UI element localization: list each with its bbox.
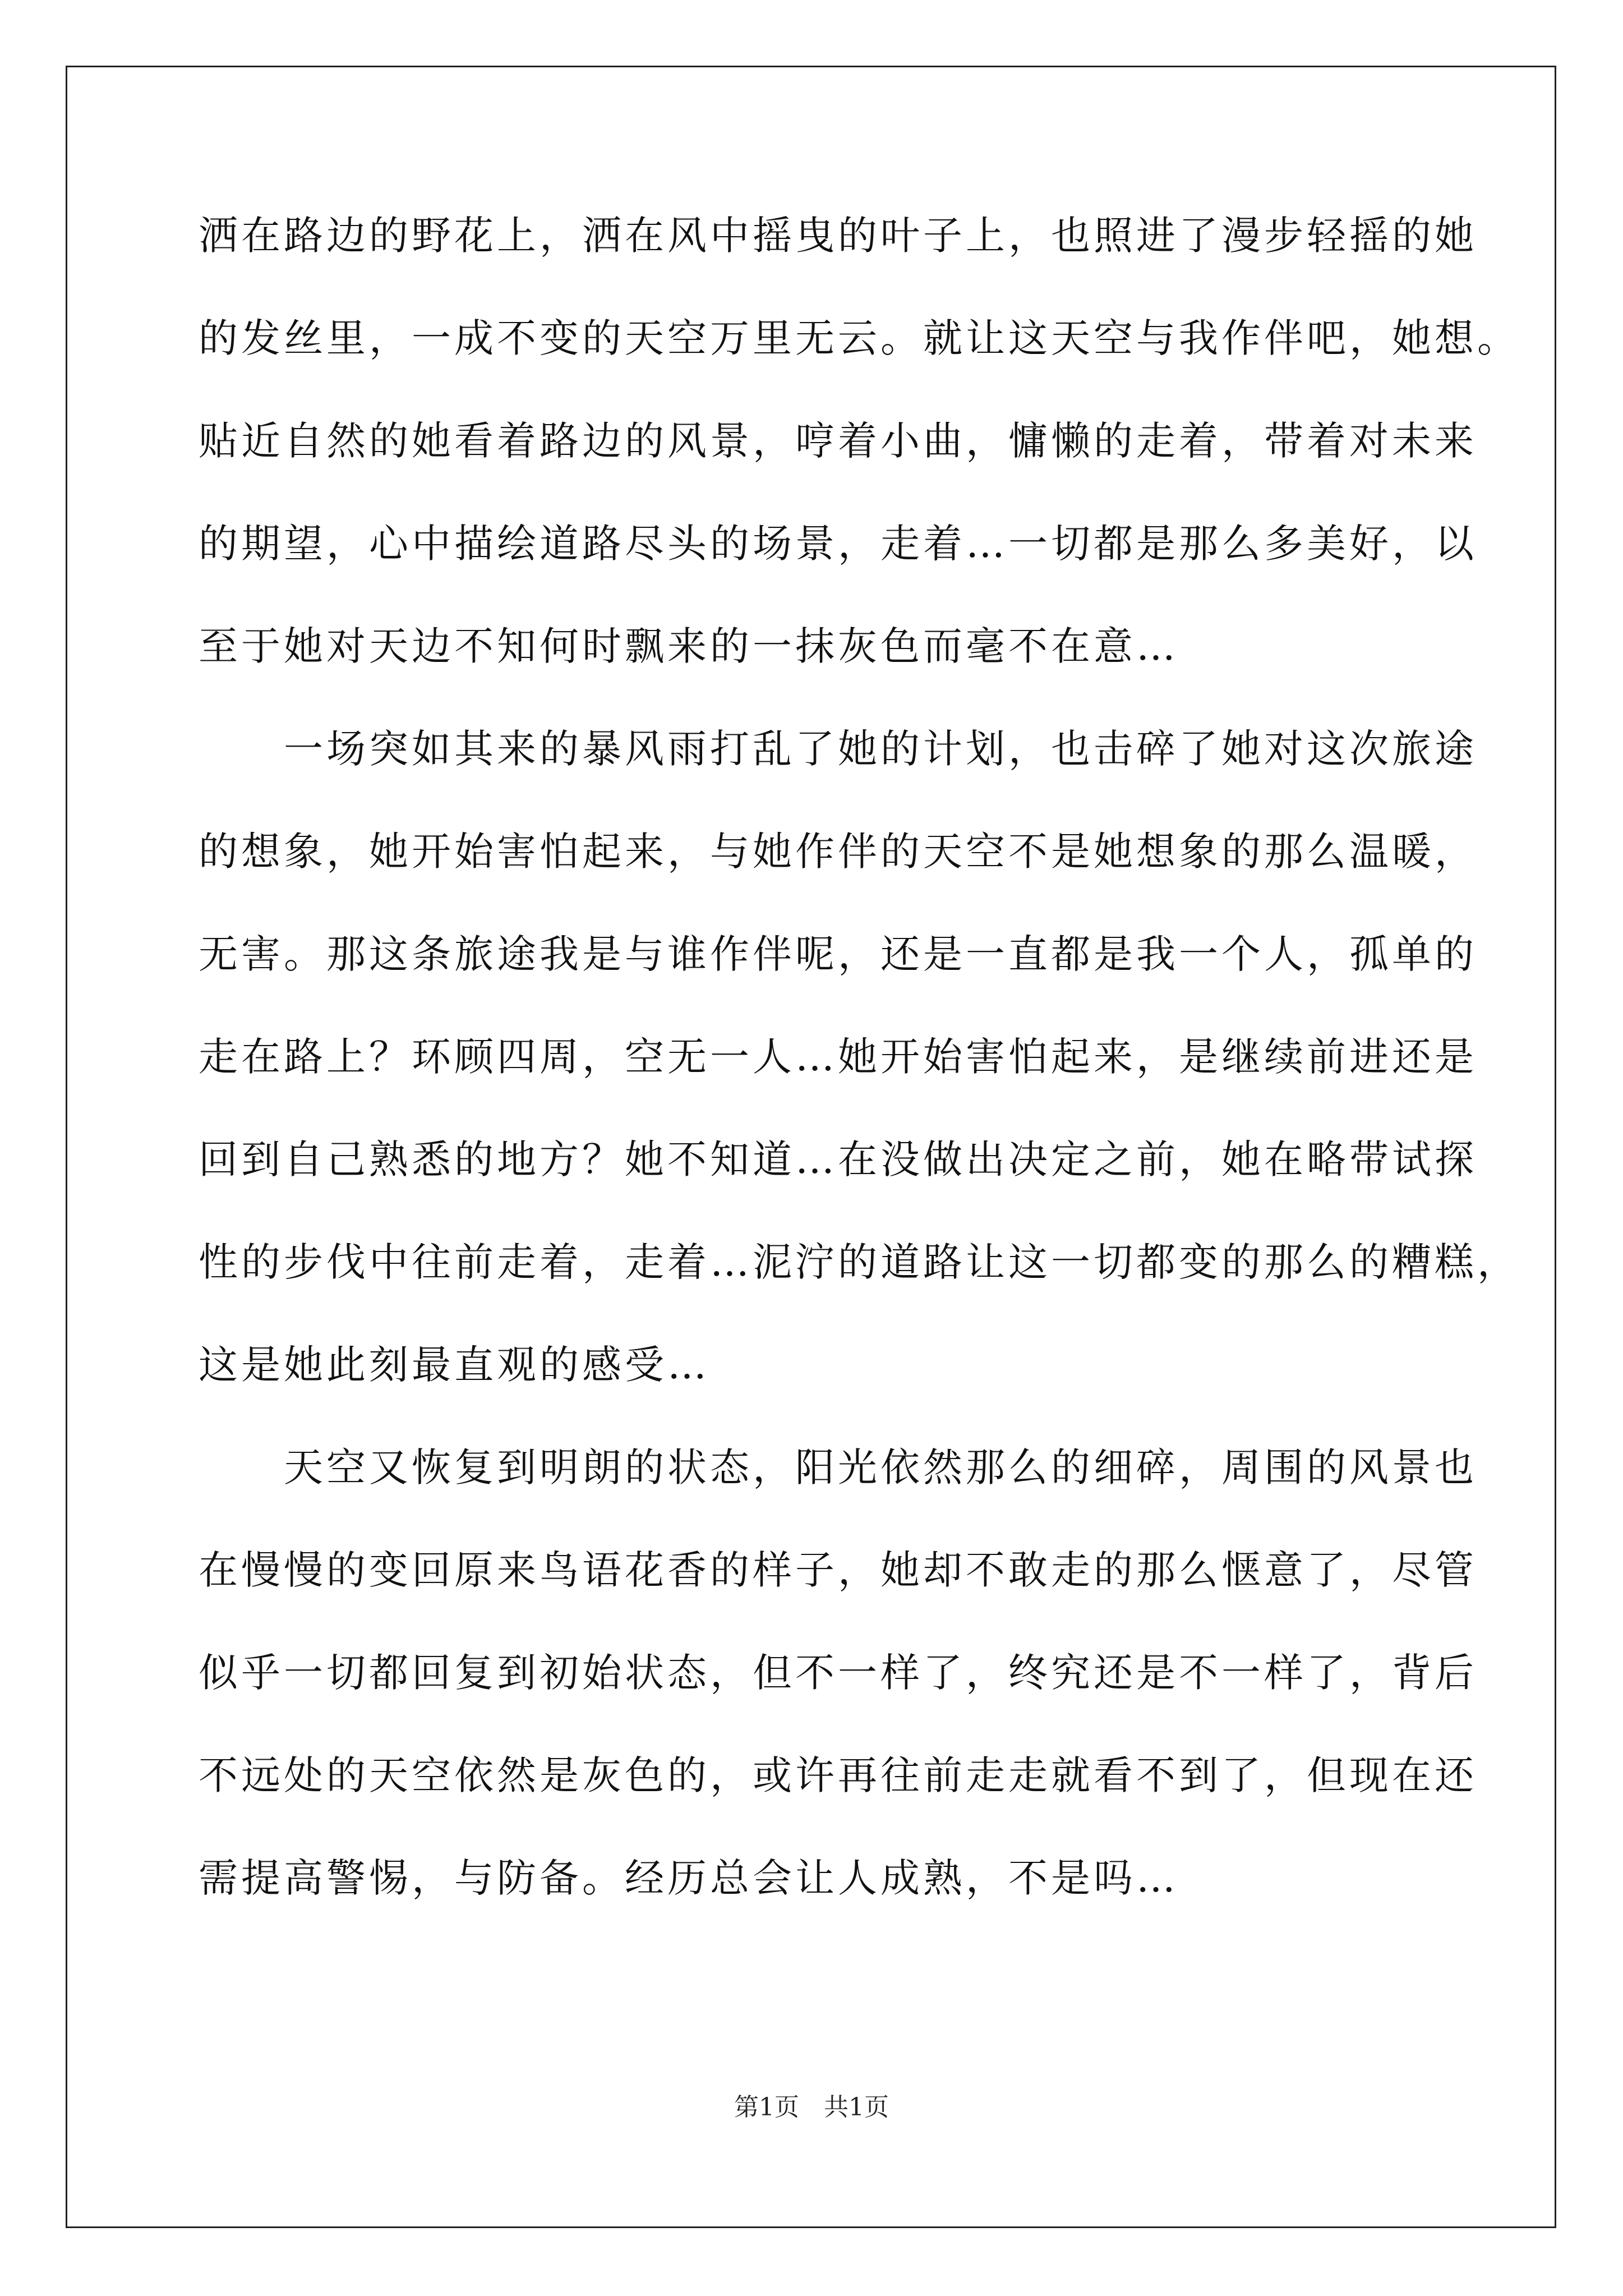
text-line: 不远处的天空依然是灰色的，或许再往前走走就看不到了，但现在还: [199, 1752, 1477, 1798]
text-line: 性的步伐中往前走着，走着…泥泞的道路让这一切都变的那么的糟糕，: [199, 1239, 1520, 1285]
page-number-footer: 第1页 共1页: [734, 2093, 889, 2122]
text-line: 天空又恢复到明朗的状态，阳光依然那么的细碎，周围的风景也: [199, 1444, 1477, 1490]
text-line: 的发丝里，一成不变的天空万里无云。就让这天空与我作伴吧，她想。: [199, 315, 1520, 361]
text-line: 无害。那这条旅途我是与谁作伴呢，还是一直都是我一个人，孤单的: [199, 931, 1477, 977]
text-line: 走在路上？环顾四周，空无一人…她开始害怕起来，是继续前进还是: [199, 1034, 1477, 1080]
text-line: 在慢慢的变回原来鸟语花香的样子，她却不敢走的那么惬意了，尽管: [199, 1547, 1477, 1593]
text-line: 回到自己熟悉的地方？她不知道…在没做出决定之前，她在略带试探: [199, 1137, 1477, 1182]
text-line: 洒在路边的野花上，洒在风中摇曳的叶子上，也照进了漫步轻摇的她: [199, 213, 1477, 259]
text-line: 一场突如其来的暴风雨打乱了她的计划，也击碎了她对这次旅途: [199, 726, 1477, 772]
text-line: 这是她此刻最直观的感受…: [199, 1342, 710, 1388]
text-line: 贴近自然的她看着路边的风景，哼着小曲，慵懒的走着，带着对未来: [199, 418, 1477, 464]
text-line: 至于她对天边不知何时飘来的一抹灰色而毫不在意…: [199, 623, 1179, 669]
text-line: 需提高警惕，与防备。经历总会让人成熟，不是吗…: [199, 1855, 1179, 1901]
text-line: 似乎一切都回复到初始状态，但不一样了，终究还是不一样了，背后: [199, 1650, 1477, 1696]
text-line: 的期望，心中描绘道路尽头的场景，走着…一切都是那么多美好，以: [199, 521, 1477, 567]
text-line: 的想象，她开始害怕起来，与她作伴的天空不是她想象的那么温暖，: [199, 829, 1477, 875]
